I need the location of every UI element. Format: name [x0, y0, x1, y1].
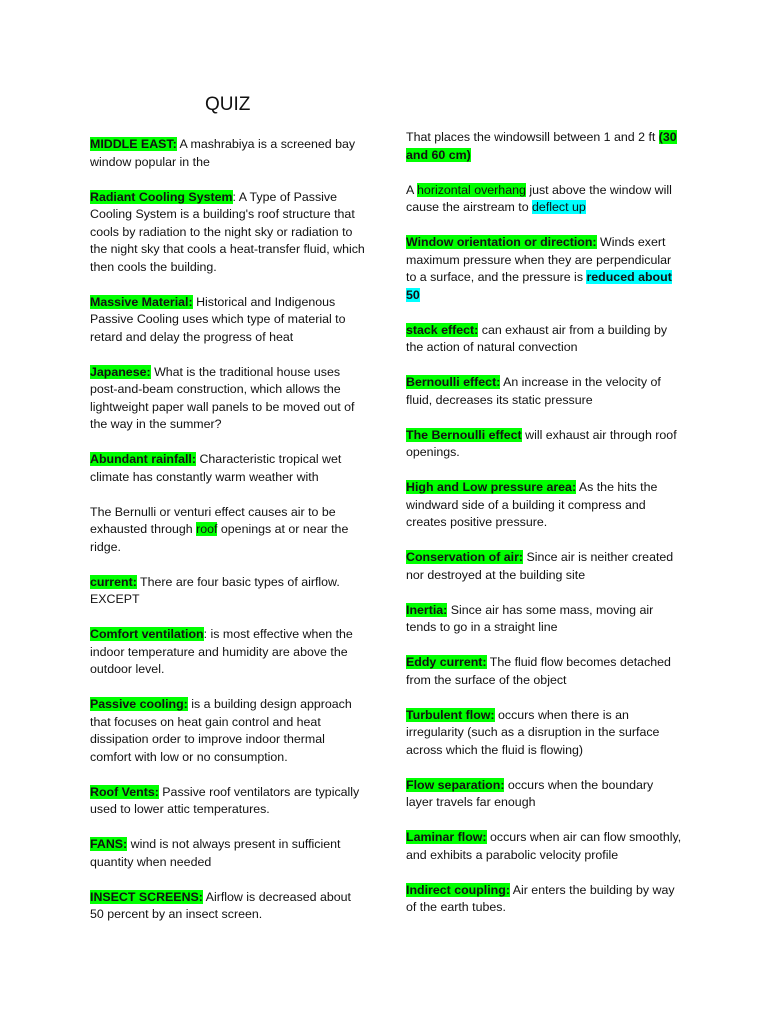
answer-term: (30 and 60 cm) [406, 130, 677, 162]
answer-term: Radiant Cooling System [90, 189, 233, 204]
answer-term: Indirect coupling: [406, 882, 510, 897]
answer-term: The Bernoulli effect [406, 427, 522, 442]
answer-term: FANS: [90, 837, 128, 851]
quiz-item [406, 549, 682, 584]
quiz-item [90, 136, 366, 171]
question-text: There are four basic types of airflow. EXCEPT [90, 574, 340, 606]
answer-term: Flow separation: [406, 777, 505, 792]
answer-term: INSECT SCREENS: [90, 889, 203, 904]
quiz-item [90, 889, 366, 924]
quiz-item [90, 504, 366, 557]
answer-term: stack effect: [406, 322, 479, 337]
quiz-item [406, 234, 682, 304]
quiz-item [90, 696, 366, 766]
answer-term: Eddy current: [406, 655, 487, 669]
question-text: That places the windowsill between 1 and 2 ft [406, 130, 659, 144]
answer-term: Passive cooling: [90, 697, 188, 711]
answer-term: Massive Material: [90, 294, 193, 309]
question-text: The Bernulli or venturi effect causes air to be exhausted through [90, 504, 336, 536]
answer-term: Window orientation or direction: [406, 235, 597, 249]
question-text: What is the traditional house uses post-and-beam construction, which allows the lightweight paper wall panels to be moved out of the way in the summer? [90, 364, 355, 431]
quiz-item [90, 626, 366, 679]
answer-term: Conservation of air: [406, 550, 524, 564]
question-text: : is most effective when the indoor temperature and humidity are above the outdoor level. [90, 627, 353, 676]
answer-term: current: [90, 574, 137, 589]
quiz-item [406, 427, 682, 462]
question-text: A [406, 182, 418, 197]
question-text: The fluid flow becomes detached from the surface of the object [406, 655, 671, 687]
question-text: occurs when air can flow smoothly, and exhibits a parabolic velocity profile [406, 830, 682, 862]
quiz-item [90, 836, 366, 871]
page-title: QUIZ [205, 94, 251, 115]
quiz-item [406, 602, 682, 637]
quiz-item [406, 829, 682, 864]
question-text: Passive roof ventilators are typically used to lower attic temperatures. [90, 784, 360, 816]
answer-term: Laminar flow: [406, 830, 487, 844]
quiz-item [406, 322, 682, 357]
right-column [406, 129, 682, 917]
quiz-item [90, 451, 366, 486]
question-text: As the hits the windward side of a building it compress and creates positive pressure. [406, 480, 658, 529]
answer-term: Inertia: [406, 602, 448, 617]
answer-term: High and Low pressure area: [406, 480, 577, 494]
quiz-item [90, 189, 366, 277]
answer-term: roof [196, 522, 218, 536]
answer-term: deflect up [532, 200, 586, 214]
question-text: openings at or near the ridge. [90, 522, 349, 554]
quiz-item [406, 129, 682, 164]
question-text: Airflow is decreased about 50 percent by an insect screen. [90, 889, 352, 921]
question-text: Winds exert maximum pressure when they are perpendicular to a surface, and the pressure is [406, 235, 672, 284]
answer-term: MIDDLE EAST: [90, 137, 177, 151]
quiz-item [406, 479, 682, 532]
answer-term: Turbulent flow: [406, 707, 495, 722]
quiz-item [90, 364, 366, 434]
answer-term: Abundant rainfall: [90, 452, 197, 466]
quiz-item [406, 707, 682, 760]
question-text: An increase in the velocity of fluid, decreases its static pressure [406, 375, 661, 407]
question-text: Historical and Indigenous Passive Cooling uses which type of material to retard and delay the progress of heat [90, 294, 346, 344]
quiz-item [406, 374, 682, 409]
question-text: occurs when there is an irregularity (such as a disruption in the surface across which the fluid is flowing) [406, 707, 660, 757]
question-text: Since air is neither created nor destroyed at the building site [406, 550, 674, 582]
answer-term: horizontal overhang [417, 182, 526, 197]
question-text: Since air has some mass, moving air tends to go in a straight line [406, 602, 654, 634]
question-text: occurs when the boundary layer travels far enough [406, 777, 654, 809]
question-text: A mashrabiya is a screened bay window popular in the [90, 137, 356, 169]
answer-term: Roof Vents: [90, 784, 159, 799]
left-column [90, 136, 366, 924]
question-text: Air enters the building by way of the earth tubes. [406, 882, 675, 914]
quiz-item [406, 882, 682, 917]
question-text: wind is not always present in sufficient quantity when needed [90, 837, 341, 869]
question-text: Characteristic tropical wet climate has constantly warm weather with [90, 452, 342, 484]
quiz-item [406, 654, 682, 689]
answer-term: Bernoulli effect: [406, 375, 501, 389]
question-text: is a building design approach that focuses on heat gain control and heat dissipation order to improve indoor thermal comfort with low or no consumption. [90, 697, 352, 764]
answer-term: Comfort ventilation [90, 627, 204, 641]
quiz-item [406, 777, 682, 812]
question-text: can exhaust air from a building by the action of natural convection [406, 322, 668, 354]
quiz-item [406, 182, 682, 217]
question-text: : A Type of Passive Cooling System is a building's roof structure that cools by radiation to the night sky or radiation to the night sky that cools a heat-transfer fluid, which then cools the building. [90, 189, 365, 274]
answer-term: Japanese: [90, 364, 151, 379]
question-text: just above the window will cause the airstream to [406, 182, 672, 214]
quiz-item [90, 294, 366, 347]
answer-term: reduced about 50 [406, 270, 672, 302]
question-text: will exhaust air through roof openings. [406, 427, 677, 459]
quiz-item [90, 574, 366, 609]
quiz-item [90, 784, 366, 819]
